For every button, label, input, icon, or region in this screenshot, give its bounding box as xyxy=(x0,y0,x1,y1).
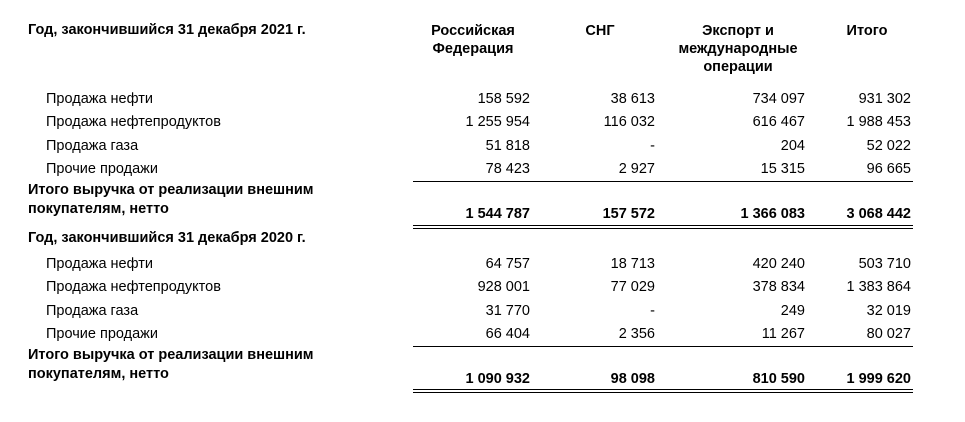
total-2020-rf: 1 090 932 xyxy=(465,371,530,387)
cell-rf: 158 592 xyxy=(477,91,530,107)
total-2021-total: 3 068 442 xyxy=(846,206,911,222)
cell-rf: 66 404 xyxy=(485,325,530,342)
cell-total: 32 019 xyxy=(866,302,911,319)
total-label-2020-line2: покупателям, нетто xyxy=(28,366,169,382)
cell-rf: 78 423 xyxy=(485,160,530,177)
row-label: Прочие продажи xyxy=(46,325,158,342)
total-2021-rf: 1 544 787 xyxy=(465,206,530,222)
cell-export: 616 467 xyxy=(752,114,805,131)
subtotal-rule-2020 xyxy=(413,346,913,347)
row-label: Продажа газа xyxy=(46,137,139,154)
cell-total: 931 302 xyxy=(858,91,911,107)
cell-total: 1 988 453 xyxy=(846,114,911,131)
cell-total: 52 022 xyxy=(866,137,911,154)
cell-export: 734 097 xyxy=(752,91,805,107)
cell-cis: 2 356 xyxy=(618,325,655,342)
total-label-2020 xyxy=(28,346,314,384)
total-label-2021-line2: покупателям, нетто xyxy=(28,201,169,217)
total-2020-export: 810 590 xyxy=(752,371,805,387)
row-label: Продажа нефти xyxy=(46,256,153,272)
column-header-rf-line2: Федерация xyxy=(432,41,514,57)
column-header-export-line2: международные xyxy=(678,41,798,57)
column-header-russian-federation xyxy=(408,22,538,58)
column-header-total: Итого xyxy=(846,23,888,39)
column-header-rf-line1: Российская xyxy=(431,23,515,39)
double-rule-2020-bottom xyxy=(413,392,913,393)
double-rule-2021-top xyxy=(413,225,913,226)
row-label: Продажа нефтепродуктов xyxy=(46,114,221,131)
cell-cis: 77 029 xyxy=(610,279,655,296)
total-2020-cis: 98 098 xyxy=(610,371,655,387)
cell-export: 204 xyxy=(780,137,805,154)
cell-total: 80 027 xyxy=(866,325,911,342)
cell-export: 378 834 xyxy=(752,279,805,296)
cell-cis: 116 032 xyxy=(603,114,655,131)
cell-export: 249 xyxy=(780,302,805,319)
cell-export: 15 315 xyxy=(760,160,805,177)
cell-cis: 18 713 xyxy=(610,256,655,272)
row-label: Продажа нефтепродуктов xyxy=(46,279,221,296)
total-2021-cis: 157 572 xyxy=(602,206,655,222)
row-label: Прочие продажи xyxy=(46,160,158,177)
cell-rf: 31 770 xyxy=(485,302,530,319)
cell-rf: 64 757 xyxy=(485,256,530,272)
cell-export: 11 267 xyxy=(761,325,805,342)
total-label-2020-line1: Итого выручка от реализации внешним xyxy=(28,347,314,363)
cell-total: 1 383 864 xyxy=(846,279,911,296)
cell-rf: 1 255 954 xyxy=(465,114,530,131)
cell-cis: - xyxy=(650,302,655,319)
double-rule-2021-bottom xyxy=(413,228,913,229)
period-heading-2020: Год, закончившийся 31 декабря 2020 г. xyxy=(28,230,306,246)
cell-rf: 51 818 xyxy=(485,137,530,154)
cell-export: 420 240 xyxy=(752,256,805,272)
total-2021-export: 1 366 083 xyxy=(740,206,805,222)
cell-cis: 2 927 xyxy=(618,160,655,177)
column-header-export-line3: операции xyxy=(703,59,773,75)
column-header-export-line1: Экспорт и xyxy=(702,23,774,39)
row-label: Продажа нефти xyxy=(46,91,153,107)
double-rule-2020-top xyxy=(413,389,913,390)
column-header-export xyxy=(668,22,808,76)
cell-total: 503 710 xyxy=(858,256,911,272)
total-label-2021 xyxy=(28,181,314,219)
total-2020-total: 1 999 620 xyxy=(846,371,911,387)
column-header-cis: СНГ xyxy=(585,23,615,39)
cell-rf: 928 001 xyxy=(477,279,530,296)
cell-cis: 38 613 xyxy=(610,91,655,107)
cell-cis: - xyxy=(650,137,655,154)
total-label-2021-line1: Итого выручка от реализации внешним xyxy=(28,182,314,198)
period-heading-2021: Год, закончившийся 31 декабря 2021 г. xyxy=(28,22,306,38)
subtotal-rule-2021 xyxy=(413,181,913,182)
row-label: Продажа газа xyxy=(46,302,139,319)
cell-total: 96 665 xyxy=(866,160,911,177)
